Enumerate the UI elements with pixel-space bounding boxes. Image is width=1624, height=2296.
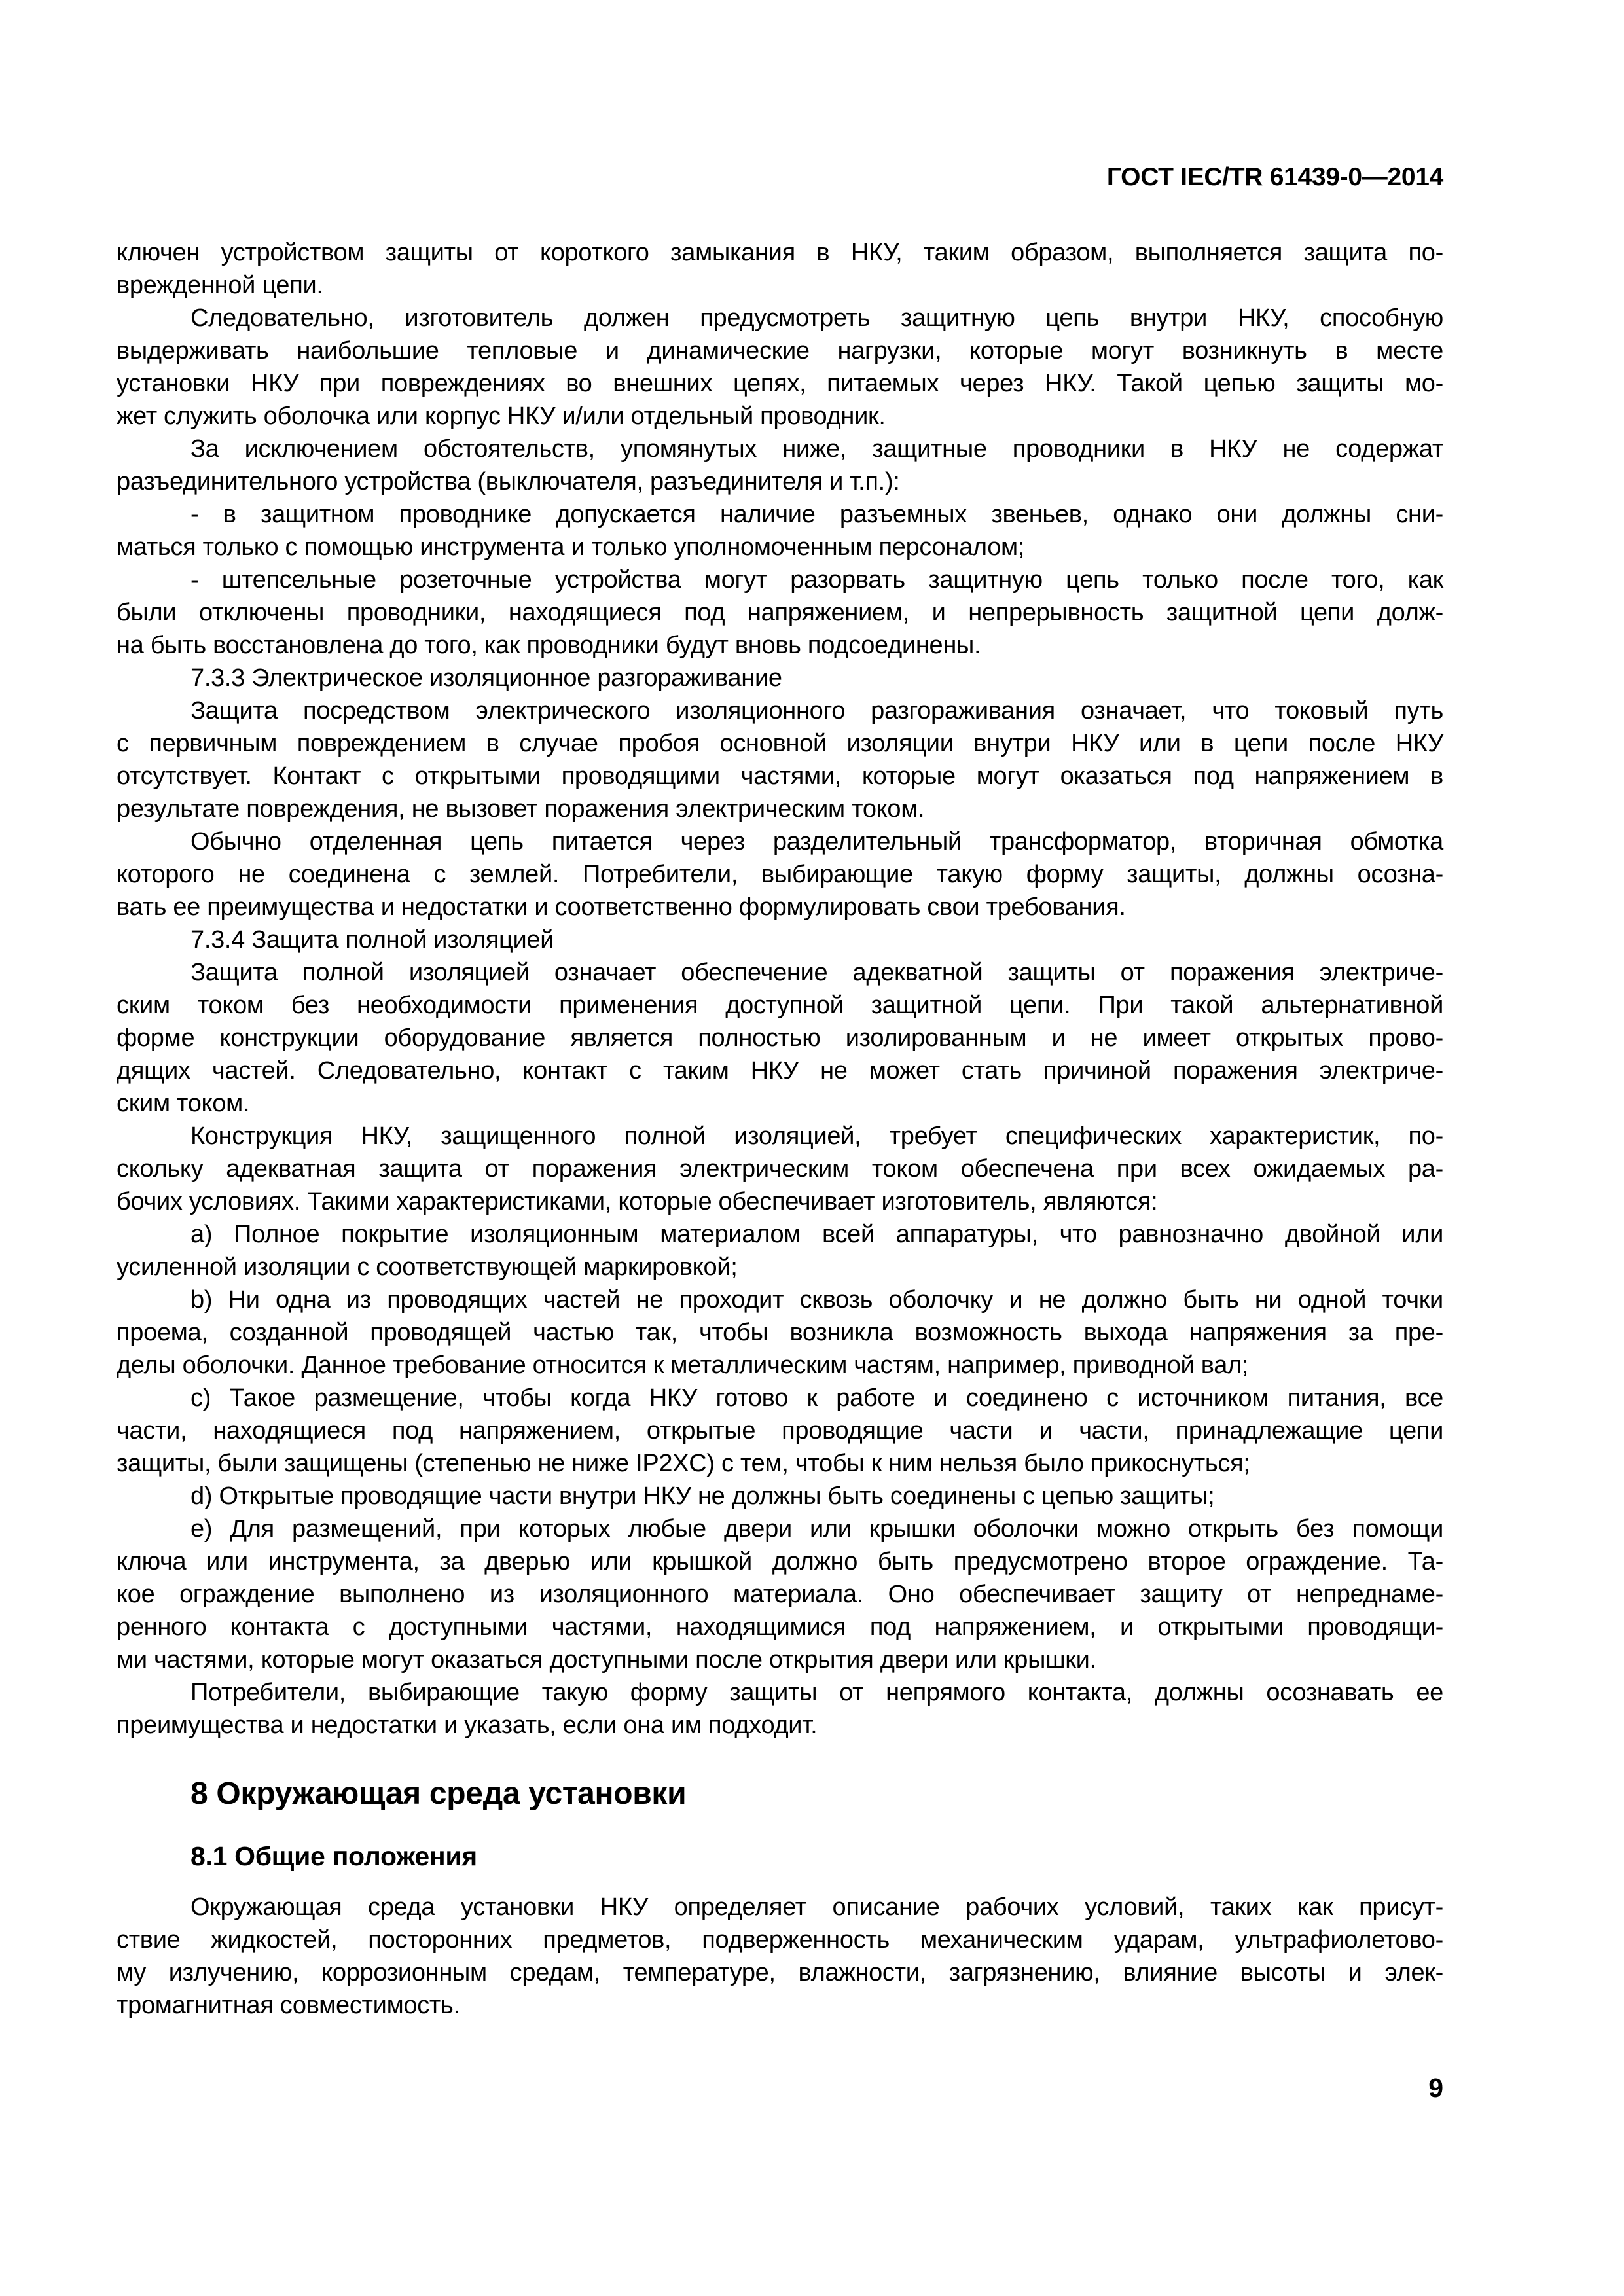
text-line: установки НКУ при повреждениях во внешних цепях, питаемых через НКУ. Такой цепью защиты мо-: [117, 370, 1443, 397]
text-line: были отключены проводники, находящиеся под напряжением, и непрерывность защитной цепи долж-: [117, 599, 1443, 626]
text-line: ским током без необходимости применения доступной защитной цепи. При такой альтернативной: [117, 992, 1443, 1019]
paragraph: [117, 433, 1443, 498]
text-line: ренного контакта с доступными частями, находящимися под напряжением, и открытыми проводящи-: [117, 1613, 1443, 1641]
paragraph: [117, 564, 1443, 662]
text-line: a) Полное покрытие изоляционным материалом всей аппаратуры, что равнозначно двойной или: [190, 1221, 1443, 1248]
text-line: b) Ни одна из проводящих частей не проходит сквозь оболочку и не должно быть ни одной точки: [190, 1286, 1443, 1314]
running-header: ГОСТ IEC/TR 61439-0—2014: [1106, 163, 1443, 191]
text-line: За исключением обстоятельств, упомянутых ниже, защитные проводники в НКУ не содержат: [190, 435, 1443, 463]
paragraph: [117, 924, 1443, 956]
text-line: e) Для размещений, при которых любые двери или крышки оболочки можно открыть без помощи: [190, 1515, 1443, 1543]
text-line: му излучению, коррозионным средам, температуре, влажности, загрязнению, влияние высоты и элек-: [117, 1959, 1443, 1986]
text-line: Потребители, выбирающие такую форму защиты от непрямого контакта, должны осознавать ее: [190, 1679, 1443, 1706]
text-line: кое ограждение выполнено из изоляционного материала. Оно обеспечивает защиту от непреднаме-: [117, 1581, 1443, 1608]
text-line: Следовательно, изготовитель должен предусмотреть защитную цепь внутри НКУ, способную: [190, 304, 1443, 332]
paragraph: [117, 1218, 1443, 1283]
text-line: форме конструкции оборудование является полностью изолированным и не имеет открытых прово-: [117, 1024, 1443, 1052]
paragraph: [117, 1480, 1443, 1513]
paragraph: [117, 694, 1443, 825]
text-line: 7.3.4 Защита полной изоляцией: [190, 926, 554, 954]
paragraph: [117, 1120, 1443, 1218]
text-line: 8.1 Общие положения: [190, 1841, 477, 1871]
text-line: жет служить оболочка или корпус НКУ и/или отдельный проводник.: [117, 403, 886, 430]
text-line: части, находящиеся под напряжением, открытые проводящие части и части, принадлежащие цепи: [117, 1417, 1443, 1444]
text-line: c) Такое размещение, чтобы когда НКУ готово к работе и соединено с источником питания, все: [190, 1384, 1443, 1412]
text-line: выдерживать наибольшие тепловые и динамические нагрузки, которые могут возникнуть в месте: [117, 337, 1443, 365]
text-line: дящих частей. Следовательно, контакт с таким НКУ не может стать причиной поражения электриче-: [117, 1057, 1443, 1085]
paragraph: [117, 1891, 1443, 2022]
text-line: результате повреждения, не вызовет поражения электрическим током.: [117, 795, 925, 823]
text-line: скольку адекватная защита от поражения электрическим током обеспечена при всех ожидаемых ра-: [117, 1155, 1443, 1183]
text-line: вать ее преимущества и недостатки и соответственно формулировать свои требования.: [117, 893, 1126, 921]
text-line: Защита посредством электрического изоляционного разгораживания означает, что токовый путь: [190, 697, 1443, 725]
text-line: бочих условиях. Такими характеристиками, которые обеспечивает изготовитель, являются:: [117, 1188, 1158, 1215]
text-line: Окружающая среда установки НКУ определяет описание рабочих условий, таких как присут-: [190, 1893, 1443, 1921]
page-number: 9: [1428, 2073, 1443, 2103]
paragraph: [117, 236, 1443, 302]
text-line: отсутствует. Контакт с открытыми проводящими частями, которые могут оказаться под напряжением в: [117, 762, 1443, 790]
text-line: которого не соединена с землей. Потребители, выбирающие такую форму защиты, должны осозна-: [117, 861, 1443, 888]
section-heading: [117, 1778, 1443, 1810]
text-line: защиты, были защищены (степенью не ниже IP2XC) с тем, чтобы к ним нельзя было прикоснуться;: [117, 1450, 1250, 1477]
text-line: на быть восстановлена до того, как проводники будут вновь подсоединены.: [117, 632, 981, 659]
text-line: - в защитном проводнике допускается наличие разъемных звеньев, однако они должны сни-: [190, 501, 1443, 528]
text-line: усиленной изоляции с соответствующей маркировкой;: [117, 1253, 738, 1281]
text-line: делы оболочки. Данное требование относится к металлическим частям, например, приводной вал;: [117, 1352, 1249, 1379]
paragraph: [117, 1283, 1443, 1382]
text-line: Конструкция НКУ, защищенного полной изоляцией, требует специфических характеристик, по-: [190, 1122, 1443, 1150]
document-body: [117, 236, 1443, 2022]
text-line: врежденной цепи.: [117, 272, 323, 299]
text-line: ми частями, которые могут оказаться доступными после открытия двери или крышки.: [117, 1646, 1096, 1674]
paragraph: [117, 302, 1443, 433]
paragraph: [117, 1382, 1443, 1480]
text-line: ключа или инструмента, за дверью или крышкой должно быть предусмотрено второе ограждение. Та-: [117, 1548, 1443, 1575]
paragraph: [117, 956, 1443, 1120]
text-line: с первичным повреждением в случае пробоя основной изоляции внутри НКУ или в цепи после НКУ: [117, 730, 1443, 757]
text-line: преимущества и недостатки и указать, если она им подходит.: [117, 1712, 818, 1739]
text-line: ствие жидкостей, посторонних предметов, подверженность механическим ударам, ультрафиолетово-: [117, 1926, 1443, 1954]
text-line: маться только с помощью инструмента и только уполномоченным персоналом;: [117, 533, 1025, 561]
paragraph: [117, 825, 1443, 924]
text-line: Защита полной изоляцией означает обеспечение адекватной защиты от поражения электриче-: [190, 959, 1443, 986]
subsection-heading: [117, 1840, 1443, 1873]
text-line: ским током.: [117, 1090, 250, 1117]
text-line: разъединительного устройства (выключателя, разъединителя и т.п.):: [117, 468, 900, 495]
paragraph: [117, 498, 1443, 564]
text-line: 8 Окружающая среда установки: [190, 1776, 687, 1811]
text-line: d) Открытые проводящие части внутри НКУ не должны быть соединены с цепью защиты;: [190, 1482, 1215, 1510]
paragraph: [117, 1676, 1443, 1742]
paragraph: [117, 1513, 1443, 1676]
text-line: Обычно отделенная цепь питается через разделительный трансформатор, вторичная обмотка: [190, 828, 1443, 855]
text-line: тромагнитная совместимость.: [117, 1992, 460, 2019]
text-line: 7.3.3 Электрическое изоляционное разгораживание: [190, 664, 782, 692]
text-line: - штепсельные розеточные устройства могут разорвать защитную цепь только после того, как: [190, 566, 1443, 594]
text-line: проема, созданной проводящей частью так, чтобы возникла возможность выхода напряжения за пре-: [117, 1319, 1443, 1346]
paragraph: [117, 662, 1443, 694]
text-line: ключен устройством защиты от короткого замыкания в НКУ, таким образом, выполняется защита по-: [117, 239, 1443, 266]
